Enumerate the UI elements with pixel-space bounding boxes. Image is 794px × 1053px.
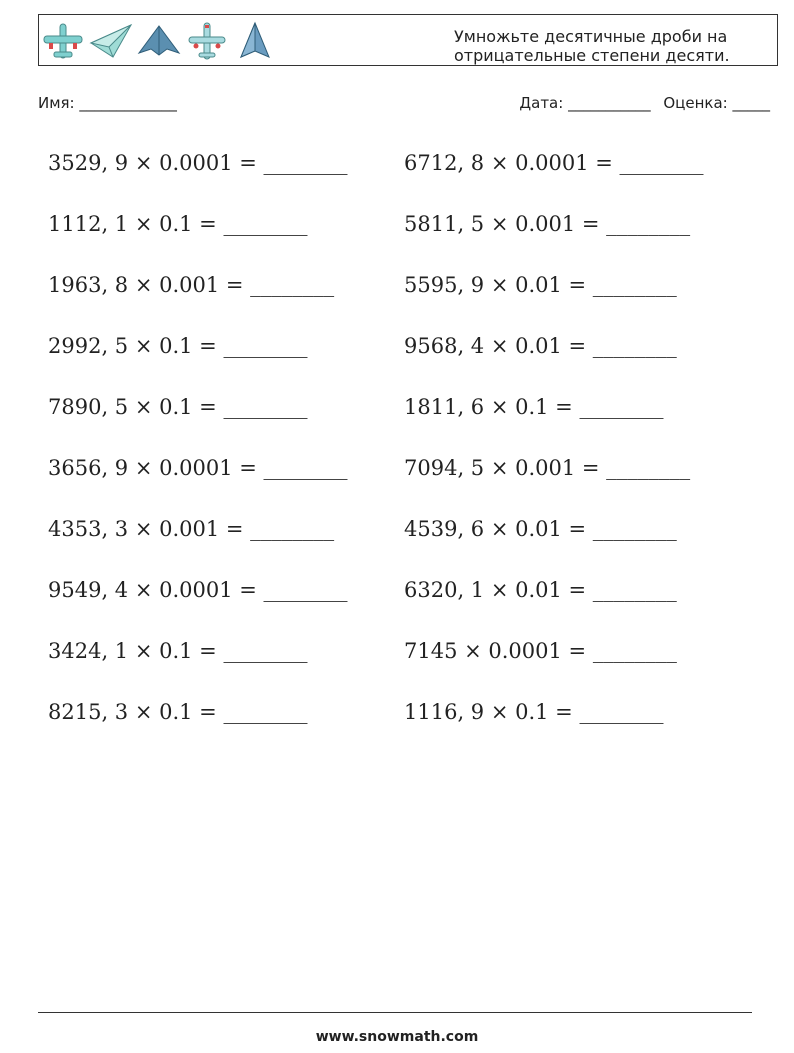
title-line-2: отрицательные степени десяти. — [454, 46, 730, 65]
problem-row — [48, 328, 768, 389]
problem-10[interactable]: 1811, 6 × 0.1 = ________ — [404, 395, 664, 419]
problem-row — [48, 633, 768, 694]
title-line-1: Умножьте десятичные дроби на — [454, 27, 728, 46]
airplane-icon — [185, 21, 229, 61]
problem-row — [48, 267, 768, 328]
problem-2[interactable]: 6712, 8 × 0.0001 = ________ — [404, 151, 704, 175]
problem-18[interactable]: 7145 × 0.0001 = ________ — [404, 639, 677, 663]
problem-3[interactable]: 1112, 1 × 0.1 = ________ — [48, 212, 308, 236]
date-grade-fields — [511, 94, 770, 112]
problem-9[interactable]: 7890, 5 × 0.1 = ________ — [48, 395, 308, 419]
stealth-plane-icon — [137, 21, 181, 61]
problem-19[interactable]: 8215, 3 × 0.1 = ________ — [48, 700, 308, 724]
problem-6[interactable]: 5595, 9 × 0.01 = ________ — [404, 273, 677, 297]
problem-8[interactable]: 9568, 4 × 0.01 = ________ — [404, 334, 677, 358]
icon-strip — [41, 19, 277, 63]
problem-12[interactable]: 7094, 5 × 0.001 = ________ — [404, 456, 691, 480]
problem-row — [48, 145, 768, 206]
footer-divider — [38, 1012, 752, 1013]
worksheet-title — [454, 27, 774, 65]
paper-plane-icon — [89, 21, 133, 61]
problem-14[interactable]: 4539, 6 × 0.01 = ________ — [404, 517, 677, 541]
problem-1[interactable]: 3529, 9 × 0.0001 = ________ — [48, 151, 348, 175]
problem-4[interactable]: 5811, 5 × 0.001 = ________ — [404, 212, 691, 236]
problem-15[interactable]: 9549, 4 × 0.0001 = ________ — [48, 578, 348, 602]
problem-11[interactable]: 3656, 9 × 0.0001 = ________ — [48, 456, 348, 480]
name-field[interactable]: Имя: _____________ — [38, 94, 177, 112]
problem-row — [48, 389, 768, 450]
problem-17[interactable]: 3424, 1 × 0.1 = ________ — [48, 639, 308, 663]
problem-20[interactable]: 1116, 9 × 0.1 = ________ — [404, 700, 664, 724]
grade-field[interactable]: Оценка: _____ — [663, 94, 770, 112]
problem-list — [48, 145, 768, 755]
problem-5[interactable]: 1963, 8 × 0.001 = ________ — [48, 273, 335, 297]
problem-row — [48, 450, 768, 511]
problem-row — [48, 572, 768, 633]
airplane-icon — [41, 21, 85, 61]
date-field[interactable]: Дата: ___________ — [519, 94, 651, 112]
paper-plane-icon — [233, 21, 277, 61]
problem-16[interactable]: 6320, 1 × 0.01 = ________ — [404, 578, 677, 602]
problem-7[interactable]: 2992, 5 × 0.1 = ________ — [48, 334, 308, 358]
worksheet-header — [38, 14, 778, 66]
problem-row — [48, 694, 768, 755]
problem-row — [48, 206, 768, 267]
problem-row — [48, 511, 768, 572]
footer-site-link[interactable]: www.snowmath.com — [315, 1029, 479, 1045]
problem-13[interactable]: 4353, 3 × 0.001 = ________ — [48, 517, 335, 541]
